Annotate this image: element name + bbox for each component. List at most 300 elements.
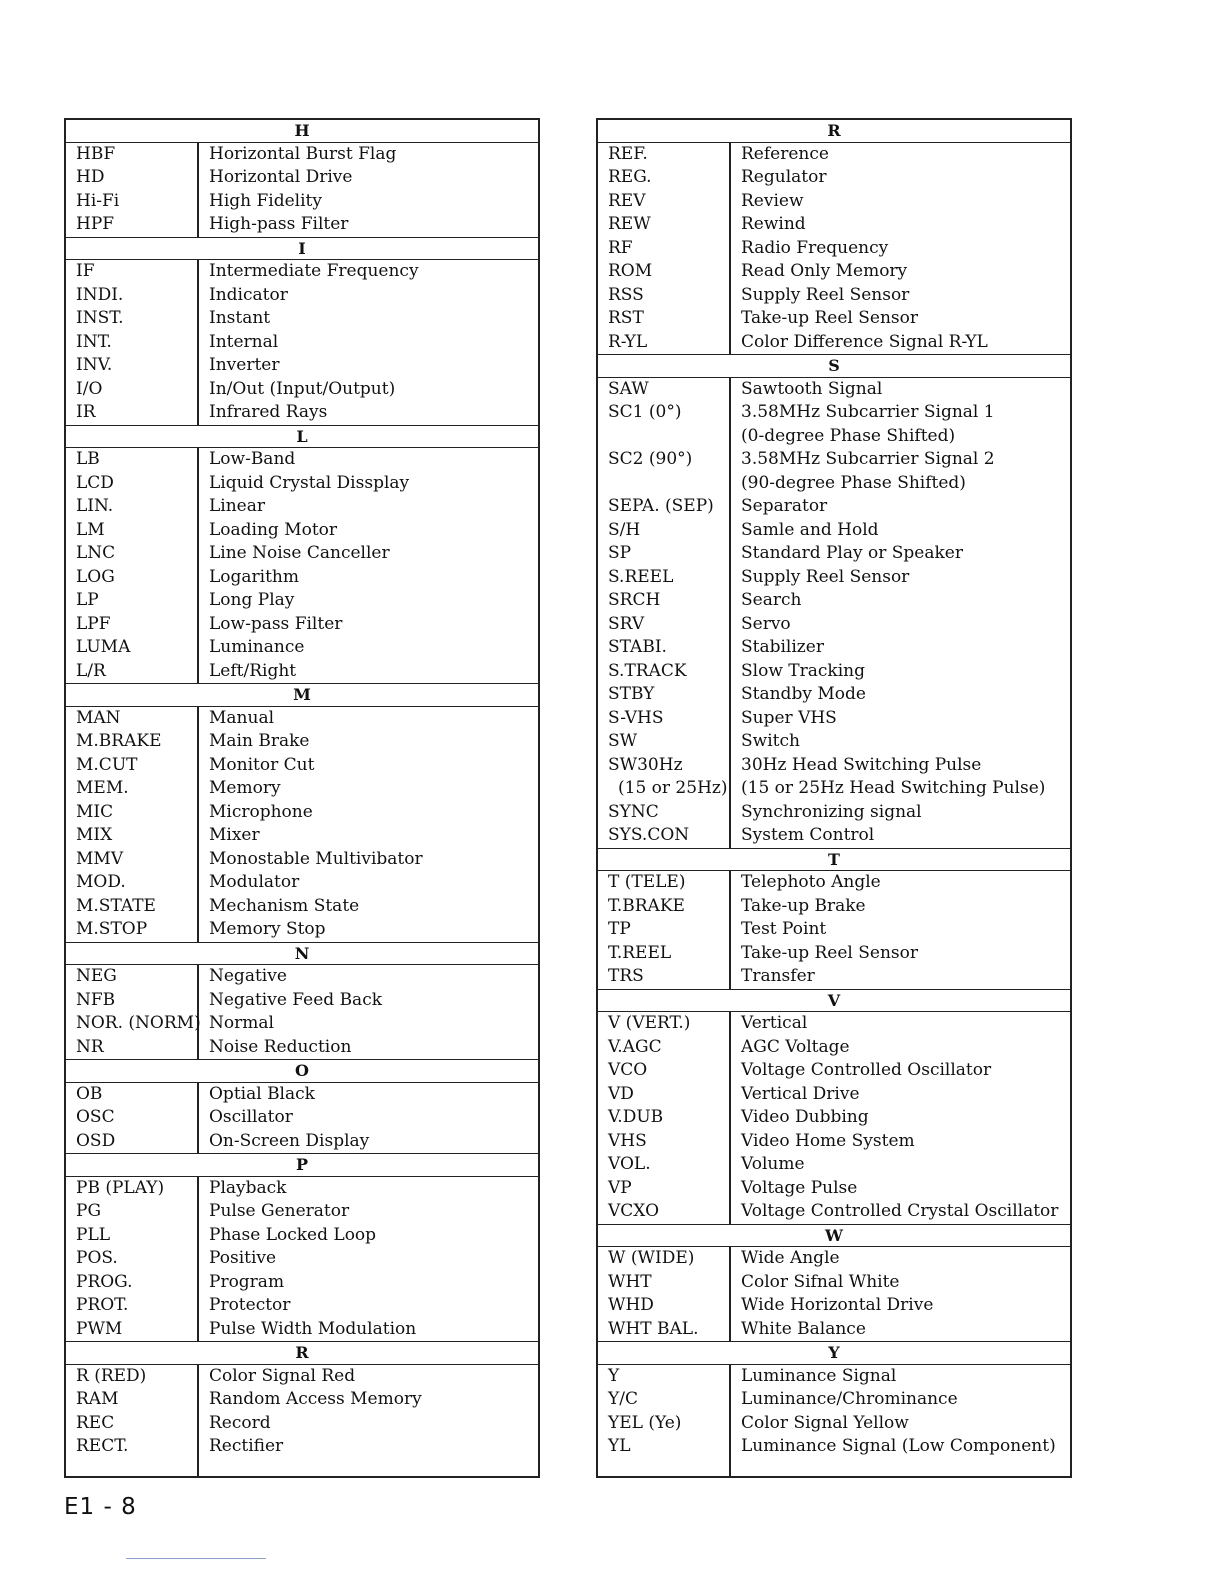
meaning: Switch — [741, 731, 800, 751]
glossary-row — [66, 1412, 538, 1436]
glossary-row — [66, 730, 538, 754]
glossary-row — [598, 213, 1070, 237]
meaning: Indicator — [209, 284, 288, 305]
glossary-row — [598, 284, 1070, 308]
meaning: Test Point — [741, 919, 827, 939]
abbreviation: V (VERT.) — [608, 1013, 691, 1033]
abbreviation: NOR. (NORM) — [76, 1013, 201, 1033]
meaning: Mixer — [209, 825, 260, 845]
glossary-row — [66, 848, 538, 872]
abbreviation: T (TELE) — [608, 872, 686, 892]
abbreviation: TP — [608, 919, 631, 939]
glossary-row — [598, 566, 1070, 590]
glossary-row — [66, 965, 538, 989]
abbreviation: INDI. — [76, 284, 124, 305]
meaning: Memory — [209, 778, 281, 798]
meaning: Line Noise Canceller — [209, 543, 390, 563]
meaning: High-pass Filter — [209, 214, 349, 234]
meaning: Positive — [209, 1248, 277, 1268]
meaning: Mechanism State — [209, 895, 360, 916]
meaning: Inverter — [209, 355, 280, 375]
glossary-row — [66, 660, 538, 684]
meaning: Oscillator — [209, 1107, 293, 1127]
glossary-row — [598, 1365, 1070, 1389]
section-header-l: L — [66, 425, 538, 449]
abbreviation: VCXO — [608, 1201, 660, 1221]
abbreviation: VOL. — [608, 1154, 651, 1174]
abbreviation: HPF — [76, 214, 115, 234]
section-header-y: Y — [598, 1341, 1070, 1365]
abbreviation: INV. — [76, 355, 113, 375]
glossary-row — [598, 166, 1070, 190]
abbreviation: RSS — [608, 284, 644, 305]
abbreviation: REG. — [608, 167, 652, 187]
meaning: Voltage Controlled Oscillator — [741, 1060, 992, 1080]
glossary-row — [66, 566, 538, 590]
meaning: Super VHS — [741, 707, 837, 728]
glossary-row — [66, 190, 538, 214]
meaning: In/Out (Input/Output) — [209, 378, 396, 399]
meaning: Negative Feed Back — [209, 989, 383, 1010]
section-header-t: T — [598, 848, 1070, 872]
meaning: Playback — [209, 1177, 287, 1198]
abbreviation: SP — [608, 543, 632, 563]
section-header-v: V — [598, 989, 1070, 1013]
abbreviation: VP — [608, 1177, 632, 1198]
abbreviation: T.REEL — [608, 942, 672, 963]
glossary-row — [66, 1036, 538, 1060]
abbreviation: WHT BAL. — [608, 1318, 699, 1339]
abbreviation: INT. — [76, 331, 112, 352]
abbreviation: LM — [76, 519, 105, 540]
glossary-row — [66, 143, 538, 167]
glossary-row — [598, 730, 1070, 754]
glossary-row — [598, 1294, 1070, 1318]
meaning: Supply Reel Sensor — [741, 284, 910, 305]
meaning: Pulse Width Modulation — [209, 1318, 417, 1339]
meaning: Wide Angle — [741, 1248, 840, 1268]
glossary-row — [66, 472, 538, 496]
meaning: Pulse Generator — [209, 1201, 350, 1221]
abbreviation: S-VHS — [608, 707, 664, 728]
glossary-row — [598, 1247, 1070, 1271]
meaning: Supply Reel Sensor — [741, 566, 910, 587]
meaning: High Fidelity — [209, 190, 322, 211]
glossary-row — [66, 1200, 538, 1224]
glossary-row — [66, 401, 538, 425]
glossary-row — [66, 613, 538, 637]
section-header-r: R — [598, 120, 1070, 143]
abbreviation: YL — [608, 1436, 631, 1456]
abbreviation: VCO — [608, 1060, 648, 1080]
meaning: Search — [741, 590, 802, 610]
abbreviation: RF — [608, 237, 633, 258]
meaning: Sawtooth Signal — [741, 378, 883, 399]
page-number: E1 - 8 — [64, 1494, 137, 1520]
meaning: 3.58MHz Subcarrier Signal 2 — [741, 449, 995, 469]
abbreviation: RECT. — [76, 1436, 129, 1456]
glossary-row — [598, 143, 1070, 167]
glossary-row — [598, 1130, 1070, 1154]
meaning: Memory Stop — [209, 919, 326, 939]
abbreviation: R-YL — [608, 331, 648, 352]
glossary-row — [66, 1318, 538, 1342]
meaning: Voltage Controlled Crystal Oscillator — [741, 1201, 1059, 1221]
glossary-row — [66, 1106, 538, 1130]
glossary-row — [598, 472, 1070, 496]
glossary-row — [598, 683, 1070, 707]
glossary-row — [598, 260, 1070, 284]
meaning: Logarithm — [209, 566, 300, 587]
glossary-row — [66, 166, 538, 190]
meaning: Separator — [741, 496, 828, 516]
abbreviation: L/R — [76, 660, 106, 681]
glossary-row — [598, 1153, 1070, 1177]
abbreviation: IR — [76, 402, 96, 422]
glossary-row — [66, 918, 538, 942]
abbreviation: PLL — [76, 1224, 111, 1245]
glossary-row — [598, 1059, 1070, 1083]
meaning: AGC Voltage — [741, 1036, 850, 1057]
meaning: Radio Frequency — [741, 237, 889, 258]
abbreviation: V.DUB — [608, 1107, 664, 1127]
abbreviation: M.STATE — [76, 895, 156, 916]
abbreviation: SC1 (0°) — [608, 402, 682, 422]
abbreviation: LPF — [76, 613, 111, 634]
abbreviation: LP — [76, 590, 99, 610]
meaning: Linear — [209, 496, 265, 516]
glossary-row — [66, 895, 538, 919]
meaning: (15 or 25Hz Head Switching Pulse) — [741, 778, 1046, 798]
abbreviation: MIC — [76, 801, 114, 822]
glossary-row — [66, 1365, 538, 1389]
glossary-row — [598, 965, 1070, 989]
meaning: 30Hz Head Switching Pulse — [741, 754, 982, 775]
abbreviation: MEM. — [76, 778, 129, 798]
abbreviation: Hi-Fi — [76, 190, 120, 211]
meaning: Intermediate Frequency — [209, 261, 419, 281]
glossary-row — [66, 378, 538, 402]
meaning: (90-degree Phase Shifted) — [741, 472, 966, 493]
meaning: Internal — [209, 331, 279, 352]
glossary-row — [598, 542, 1070, 566]
abbreviation: SC2 (90°) — [608, 449, 693, 469]
glossary-row — [66, 284, 538, 308]
abbreviation: LCD — [76, 472, 114, 493]
meaning: Samle and Hold — [741, 519, 879, 540]
meaning: Color Signal Yellow — [741, 1412, 909, 1433]
meaning: Regulator — [741, 167, 827, 187]
meaning: Long Play — [209, 590, 295, 610]
meaning: Reference — [741, 143, 829, 164]
meaning: Slow Tracking — [741, 660, 865, 681]
abbreviation: LB — [76, 449, 100, 469]
glossary-row — [598, 942, 1070, 966]
glossary-row — [66, 1247, 538, 1271]
glossary-row — [66, 777, 538, 801]
abbreviation: REC — [76, 1412, 115, 1433]
abbreviation: YEL (Ye) — [608, 1412, 682, 1433]
meaning: Vertical Drive — [741, 1083, 860, 1104]
abbreviation: SW30Hz — [608, 754, 683, 775]
abbreviation: Y — [608, 1365, 620, 1386]
meaning: Optial Black — [209, 1083, 315, 1104]
abbreviation: T.BRAKE — [608, 895, 685, 916]
abbreviation: S.REEL — [608, 566, 674, 587]
abbreviation: POS. — [76, 1248, 118, 1268]
section-header-i: I — [66, 237, 538, 261]
meaning: Color Sifnal White — [741, 1271, 900, 1292]
section-header-s: S — [598, 354, 1070, 378]
abbreviation: I/O — [76, 378, 103, 399]
abbreviation: RAM — [76, 1389, 119, 1409]
glossary-row — [66, 213, 538, 237]
meaning: Luminance — [209, 637, 305, 657]
meaning: Review — [741, 190, 804, 211]
glossary-row — [598, 1012, 1070, 1036]
glossary-row — [66, 542, 538, 566]
meaning: Rectifier — [209, 1436, 284, 1456]
meaning: Luminance/Chrominance — [741, 1389, 958, 1409]
meaning: 3.58MHz Subcarrier Signal 1 — [741, 402, 995, 422]
abbreviation: WHD — [608, 1295, 654, 1315]
meaning: Take-up Reel Sensor — [741, 942, 918, 963]
abbreviation: R (RED) — [76, 1365, 147, 1386]
meaning: White Balance — [741, 1318, 866, 1339]
meaning: Servo — [741, 613, 791, 634]
section-header-n: N — [66, 942, 538, 966]
meaning: Random Access Memory — [209, 1389, 422, 1409]
glossary-row — [66, 1083, 538, 1107]
abbreviation: HD — [76, 167, 105, 187]
glossary-row — [66, 707, 538, 731]
abbreviation: OB — [76, 1083, 103, 1104]
glossary-row — [66, 1294, 538, 1318]
meaning: Rewind — [741, 214, 806, 234]
meaning: Horizontal Burst Flag — [209, 143, 397, 164]
glossary-row — [598, 331, 1070, 355]
abbreviation: PROT. — [76, 1295, 129, 1315]
meaning: Liquid Crystal Dissplay — [209, 472, 410, 493]
glossary-row — [66, 871, 538, 895]
abbreviation: LNC — [76, 543, 116, 563]
abbreviation: M.CUT — [76, 754, 138, 775]
meaning: Low-Band — [209, 449, 296, 469]
abbreviation: SRCH — [608, 590, 661, 610]
abbreviation: MAN — [76, 707, 121, 728]
glossary-row — [598, 589, 1070, 613]
meaning: System Control — [741, 825, 875, 845]
abbreviation: VHS — [608, 1130, 647, 1151]
glossary-row — [66, 1435, 538, 1459]
meaning: Left/Right — [209, 660, 297, 681]
glossary-row — [66, 1012, 538, 1036]
abbreviation: MMV — [76, 848, 124, 869]
glossary-row — [598, 636, 1070, 660]
glossary-row — [598, 519, 1070, 543]
glossary-table-right — [596, 118, 1072, 1478]
glossary-row — [598, 777, 1070, 801]
abbreviation: LUMA — [76, 637, 131, 657]
meaning: Loading Motor — [209, 519, 338, 540]
glossary-row — [598, 1200, 1070, 1224]
abbreviation: INST. — [76, 308, 124, 328]
meaning: Monostable Multivibator — [209, 848, 423, 869]
glossary-row — [66, 1130, 538, 1154]
section-header-o: O — [66, 1059, 538, 1083]
glossary-row — [66, 448, 538, 472]
meaning: Telephoto Angle — [741, 872, 881, 892]
glossary-row — [598, 1388, 1070, 1412]
abbreviation: PROG. — [76, 1271, 133, 1292]
abbreviation: (15 or 25Hz) — [618, 778, 728, 798]
glossary-row — [598, 448, 1070, 472]
abbreviation: S.TRACK — [608, 660, 687, 681]
meaning: Luminance Signal — [741, 1365, 897, 1386]
glossary-row — [598, 660, 1070, 684]
glossary-row — [598, 425, 1070, 449]
abbreviation: PWM — [76, 1318, 123, 1339]
glossary-row — [66, 495, 538, 519]
glossary-row — [598, 401, 1070, 425]
abbreviation: VD — [608, 1083, 634, 1104]
meaning: Color Signal Red — [209, 1365, 356, 1386]
abbreviation: LIN. — [76, 496, 114, 516]
meaning: Wide Horizontal Drive — [741, 1295, 934, 1315]
meaning: Video Dubbing — [741, 1107, 869, 1127]
glossary-row — [598, 1106, 1070, 1130]
meaning: Take-up Reel Sensor — [741, 308, 918, 328]
abbreviation: SAW — [608, 378, 649, 399]
section-header-p: P — [66, 1153, 538, 1177]
glossary-row — [598, 801, 1070, 825]
abbreviation: TRS — [608, 966, 644, 986]
section-header-r: R — [66, 1341, 538, 1365]
glossary-row — [598, 1412, 1070, 1436]
glossary-row — [66, 260, 538, 284]
glossary-row — [598, 613, 1070, 637]
meaning: Program — [209, 1271, 285, 1292]
glossary-row — [66, 1388, 538, 1412]
glossary-row — [66, 307, 538, 331]
abbreviation: REW — [608, 214, 651, 234]
glossary-row — [66, 1224, 538, 1248]
section-header-m: M — [66, 683, 538, 707]
meaning: Color Difference Signal R-YL — [741, 331, 988, 352]
meaning: Standard Play or Speaker — [741, 543, 963, 563]
abbreviation: IF — [76, 261, 95, 281]
meaning: Volume — [741, 1154, 805, 1174]
glossary-row — [66, 754, 538, 778]
abbreviation: STABI. — [608, 637, 667, 657]
glossary-row — [66, 824, 538, 848]
abbreviation: PG — [76, 1201, 102, 1221]
meaning: Main Brake — [209, 731, 310, 751]
meaning: Low-pass Filter — [209, 613, 343, 634]
meaning: On-Screen Display — [209, 1130, 370, 1151]
meaning: Transfer — [741, 966, 815, 986]
glossary-row — [598, 1435, 1070, 1459]
glossary-row — [66, 354, 538, 378]
glossary-row — [598, 378, 1070, 402]
glossary-row — [598, 707, 1070, 731]
meaning: Vertical — [741, 1013, 808, 1033]
meaning: Infrared Rays — [209, 402, 328, 422]
abbreviation: SYNC — [608, 801, 659, 822]
abbreviation: PB (PLAY) — [76, 1177, 165, 1198]
abbreviation: NEG — [76, 966, 117, 986]
glossary-row — [598, 1083, 1070, 1107]
meaning: Monitor Cut — [209, 754, 315, 775]
meaning: Stabilizer — [741, 637, 824, 657]
meaning: Noise Reduction — [209, 1036, 352, 1057]
glossary-row — [598, 871, 1070, 895]
meaning: Phase Locked Loop — [209, 1224, 377, 1245]
abbreviation: SYS.CON — [608, 825, 690, 845]
footer-rule — [126, 1558, 266, 1559]
glossary-row — [66, 801, 538, 825]
glossary-row — [66, 589, 538, 613]
meaning: Manual — [209, 707, 275, 728]
section-header-h: H — [66, 120, 538, 143]
meaning: Microphone — [209, 801, 313, 822]
glossary-row — [66, 1271, 538, 1295]
meaning: Video Home System — [741, 1130, 915, 1151]
abbreviation: OSD — [76, 1130, 116, 1151]
abbreviation: WHT — [608, 1271, 652, 1292]
abbreviation: Y/C — [608, 1389, 638, 1409]
abbreviation: W (WIDE) — [608, 1248, 695, 1268]
glossary-row — [598, 1036, 1070, 1060]
meaning: Instant — [209, 308, 271, 328]
abbreviation: MOD. — [76, 872, 126, 892]
glossary-row — [598, 895, 1070, 919]
abbreviation: M.BRAKE — [76, 731, 162, 751]
meaning: Negative — [209, 966, 287, 986]
glossary-row — [598, 495, 1070, 519]
abbreviation: REV — [608, 190, 646, 211]
meaning: Protector — [209, 1295, 291, 1315]
meaning: Voltage Pulse — [741, 1177, 858, 1198]
section-header-w: W — [598, 1224, 1070, 1248]
meaning: Take-up Brake — [741, 895, 866, 916]
abbreviation: SRV — [608, 613, 645, 634]
glossary-row — [598, 1271, 1070, 1295]
meaning: Record — [209, 1412, 271, 1433]
glossary-row — [66, 331, 538, 355]
abbreviation: LOG — [76, 566, 115, 587]
abbreviation: S/H — [608, 519, 641, 540]
glossary-row — [66, 989, 538, 1013]
glossary-row — [598, 824, 1070, 848]
abbreviation: RST — [608, 308, 644, 328]
glossary-row — [598, 754, 1070, 778]
meaning: Horizontal Drive — [209, 167, 353, 187]
abbreviation: SEPA. (SEP) — [608, 496, 714, 516]
abbreviation: M.STOP — [76, 919, 148, 939]
abbreviation: V.AGC — [608, 1036, 662, 1057]
glossary-row — [598, 307, 1070, 331]
meaning: Standby Mode — [741, 684, 866, 704]
glossary-row — [598, 1318, 1070, 1342]
meaning: Modulator — [209, 872, 300, 892]
glossary-row — [598, 237, 1070, 261]
glossary-row — [66, 636, 538, 660]
abbreviation: SW — [608, 731, 638, 751]
glossary-row — [66, 519, 538, 543]
glossary-row — [598, 918, 1070, 942]
abbreviation: MIX — [76, 825, 113, 845]
